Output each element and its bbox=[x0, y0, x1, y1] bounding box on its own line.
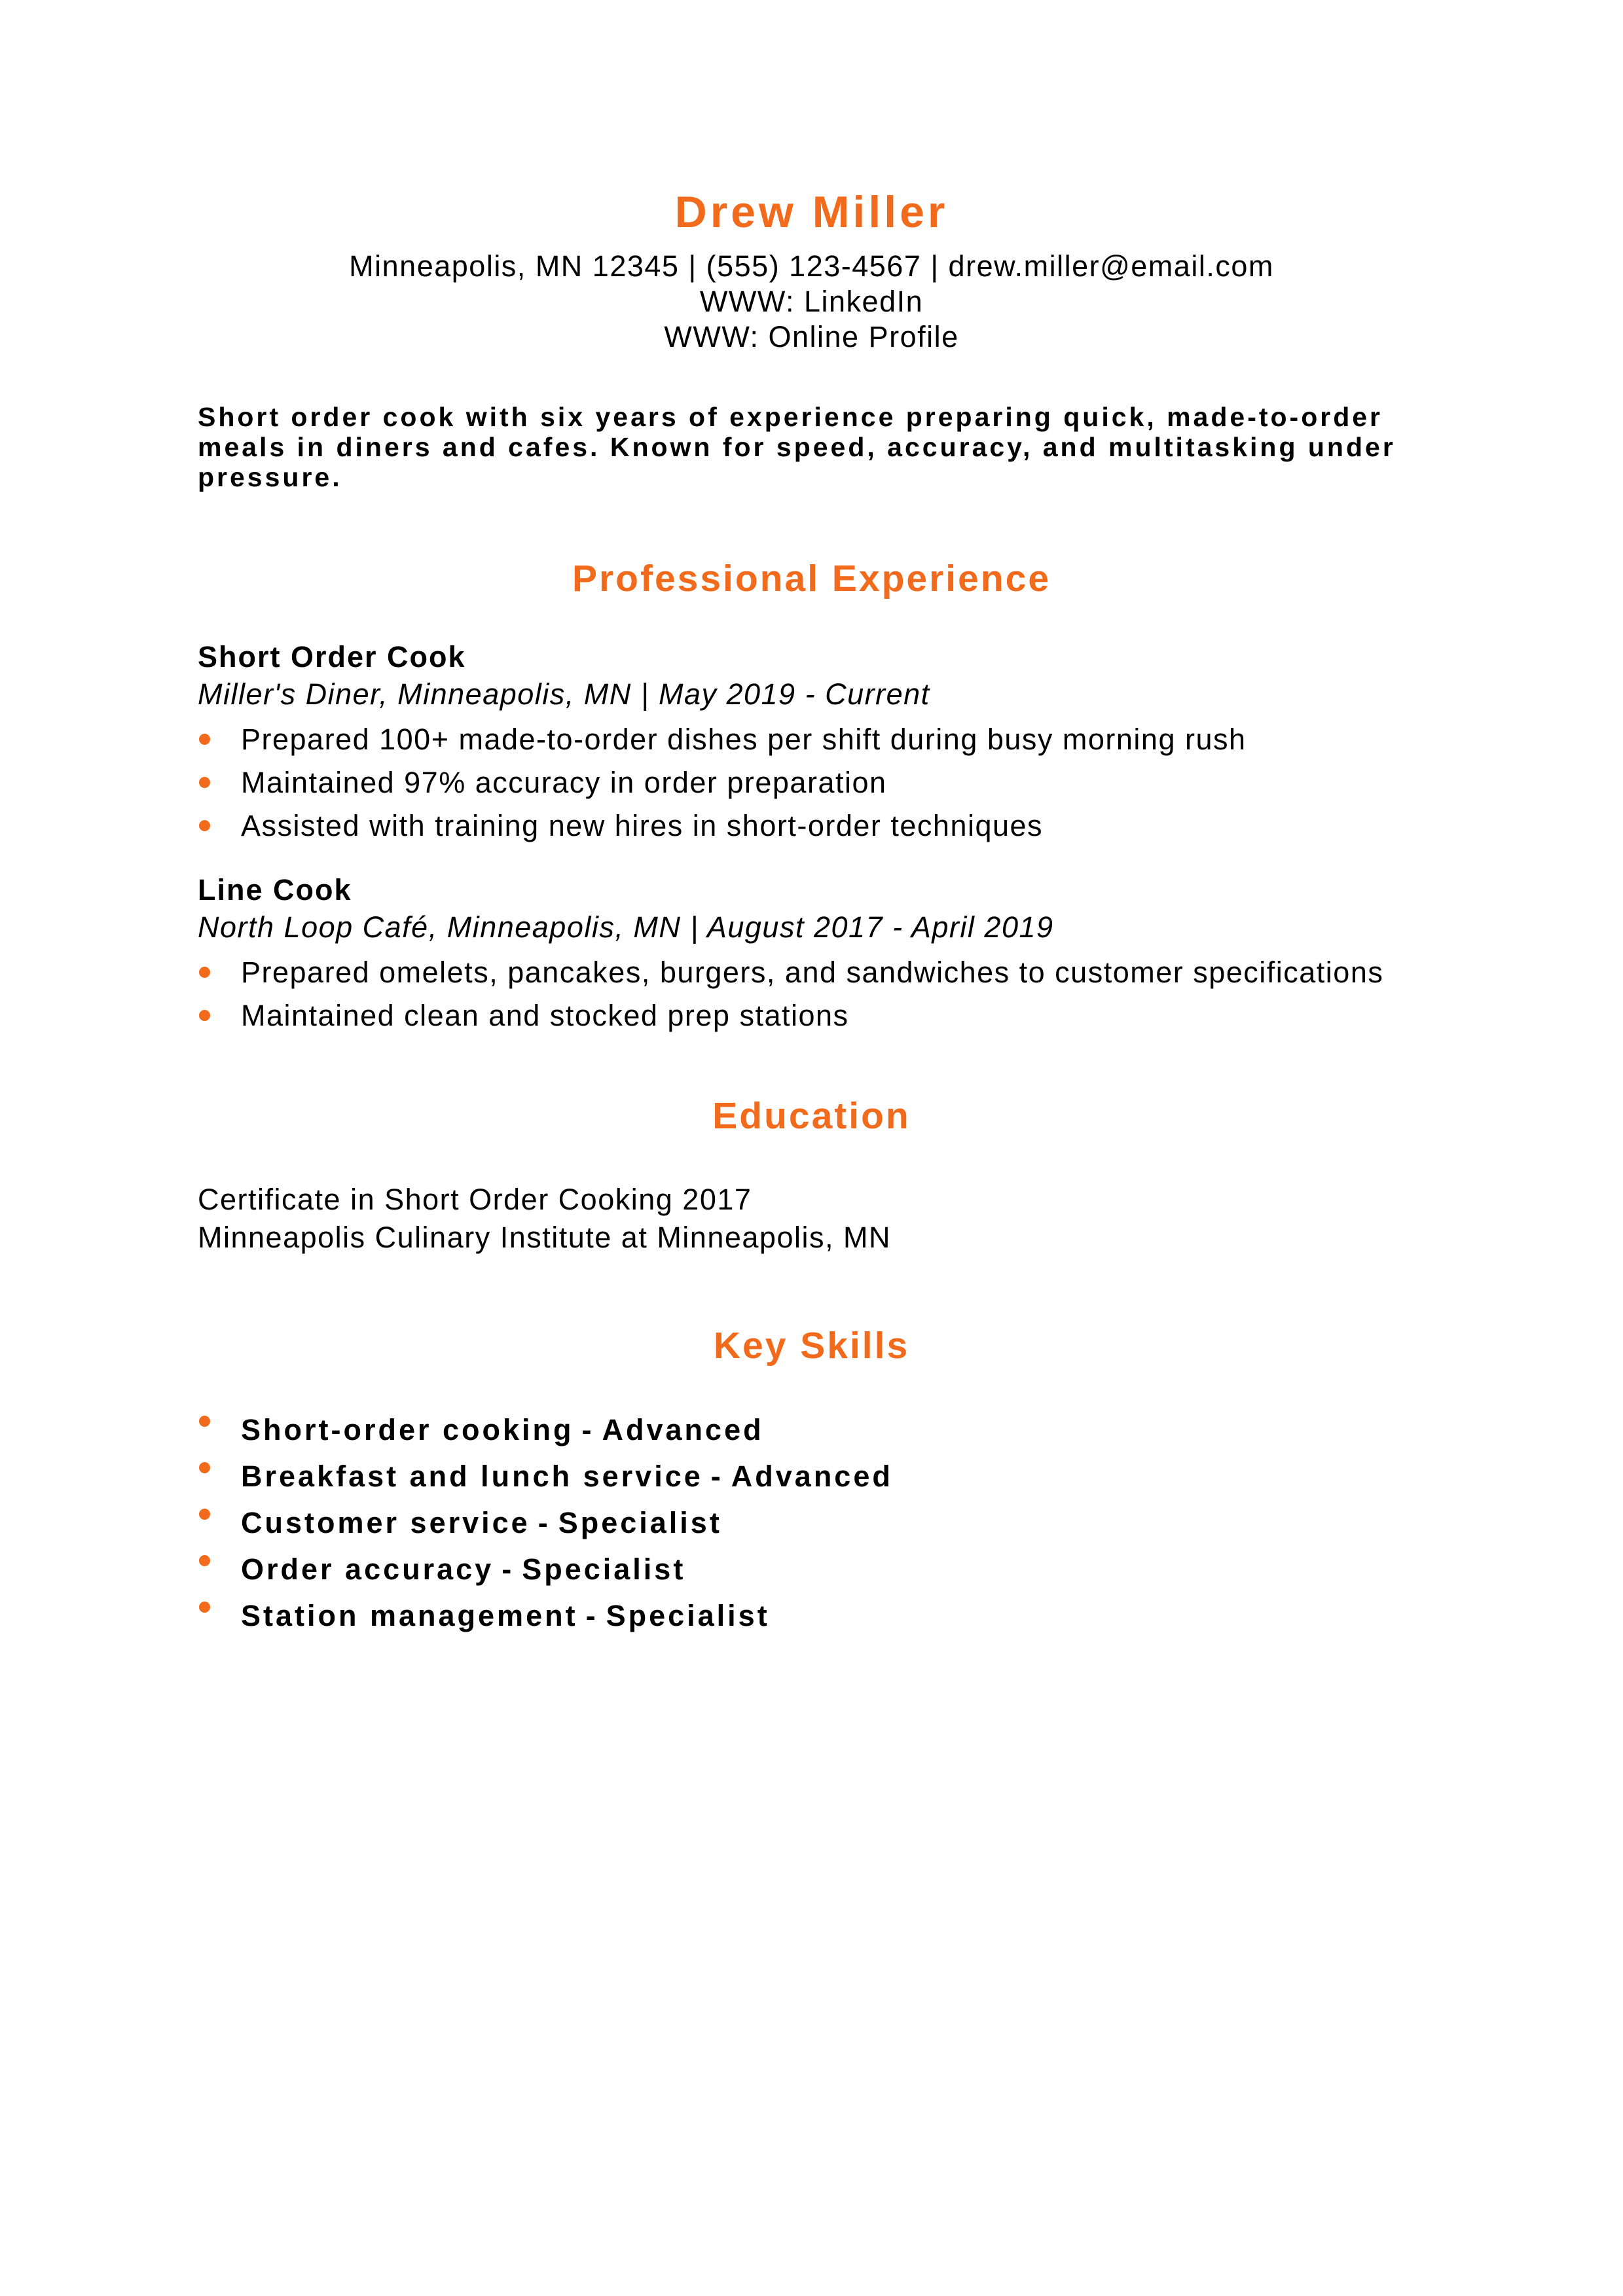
job-meta: North Loop Café, Minneapolis, MN | August 2017 - April 2019 bbox=[198, 910, 1054, 944]
bullet-dot-icon bbox=[199, 1462, 210, 1473]
education-institution: Minneapolis Culinary Institute at Minneapolis, MN bbox=[198, 1221, 891, 1254]
skill-item bbox=[198, 1460, 1425, 1494]
bullet-dot-icon bbox=[199, 777, 210, 788]
skill-name: Breakfast and lunch service bbox=[241, 1460, 703, 1493]
contact-line: Minneapolis, MN 12345 | (555) 123-4567 | drew.miller@email.com bbox=[349, 249, 1274, 283]
education-section bbox=[198, 1181, 1425, 1257]
skill-separator: - bbox=[581, 1413, 594, 1446]
bullet-dot-icon bbox=[199, 820, 210, 831]
skill-name: Order accuracy bbox=[241, 1552, 494, 1586]
bullet-dot-icon bbox=[199, 967, 210, 978]
professional-summary: Short order cook with six years of experience preparing quick, made-to-order meals in diners and cafes. Known for speed, accuracy, and multitasking under pressure. bbox=[198, 402, 1396, 492]
bullet-dot-icon bbox=[199, 1010, 210, 1021]
job-title: Line Cook bbox=[198, 873, 352, 906]
job-entry bbox=[198, 639, 1425, 841]
experience-section bbox=[198, 639, 1425, 1031]
candidate-name: Drew Miller bbox=[674, 187, 949, 237]
skill-name: Station management bbox=[241, 1599, 578, 1632]
bullet-dot-icon bbox=[199, 1416, 210, 1427]
job-meta: Miller's Diner, Minneapolis, MN | May 2019 - Current bbox=[198, 677, 930, 711]
skill-item bbox=[198, 1552, 1425, 1587]
list-item bbox=[198, 725, 1425, 755]
bullet-dot-icon bbox=[199, 1602, 210, 1613]
skill-level: Advanced bbox=[602, 1413, 764, 1446]
skill-level: Advanced bbox=[731, 1460, 893, 1493]
skill-separator: - bbox=[710, 1460, 723, 1493]
skill-level: Specialist bbox=[606, 1599, 770, 1632]
skill-separator: - bbox=[501, 1552, 515, 1586]
skills-list bbox=[198, 1413, 1425, 1633]
list-item bbox=[198, 958, 1425, 988]
list-item bbox=[198, 1001, 1425, 1031]
contact-block bbox=[198, 249, 1425, 355]
bullet-dot-icon bbox=[199, 1509, 210, 1520]
bullet-text: Maintained clean and stocked prep stations bbox=[241, 999, 849, 1032]
job-bullet-list bbox=[198, 725, 1425, 841]
job-bullet-list bbox=[198, 958, 1425, 1031]
list-item bbox=[198, 768, 1425, 798]
skill-name: Customer service bbox=[241, 1506, 530, 1539]
skill-item bbox=[198, 1413, 1425, 1447]
online-profile-link[interactable]: WWW: Online Profile bbox=[664, 320, 959, 353]
job-title: Short Order Cook bbox=[198, 640, 466, 673]
resume-header bbox=[198, 187, 1425, 355]
bullet-text: Assisted with training new hires in short-order techniques bbox=[241, 809, 1044, 842]
skill-level: Specialist bbox=[558, 1506, 722, 1539]
skill-separator: - bbox=[538, 1506, 551, 1539]
section-title-education: Education bbox=[712, 1095, 911, 1137]
skill-separator: - bbox=[585, 1599, 598, 1632]
skill-name: Short-order cooking bbox=[241, 1413, 574, 1446]
job-entry bbox=[198, 872, 1425, 1031]
list-item bbox=[198, 811, 1425, 841]
section-title-experience: Professional Experience bbox=[572, 558, 1051, 600]
bullet-dot-icon bbox=[199, 1555, 210, 1566]
skill-level: Specialist bbox=[522, 1552, 686, 1586]
bullet-text: Prepared 100+ made-to-order dishes per shift during busy morning rush bbox=[241, 723, 1247, 756]
bullet-text: Prepared omelets, pancakes, burgers, and sandwiches to customer specifications bbox=[241, 956, 1384, 989]
education-certificate: Certificate in Short Order Cooking 2017 bbox=[198, 1183, 752, 1216]
section-title-skills: Key Skills bbox=[713, 1325, 910, 1367]
bullet-text: Maintained 97% accuracy in order preparation bbox=[241, 766, 887, 799]
resume-page bbox=[198, 187, 1425, 1645]
skill-item bbox=[198, 1599, 1425, 1633]
skill-item bbox=[198, 1506, 1425, 1540]
bullet-dot-icon bbox=[199, 734, 210, 745]
linkedin-link[interactable]: WWW: LinkedIn bbox=[699, 285, 924, 318]
